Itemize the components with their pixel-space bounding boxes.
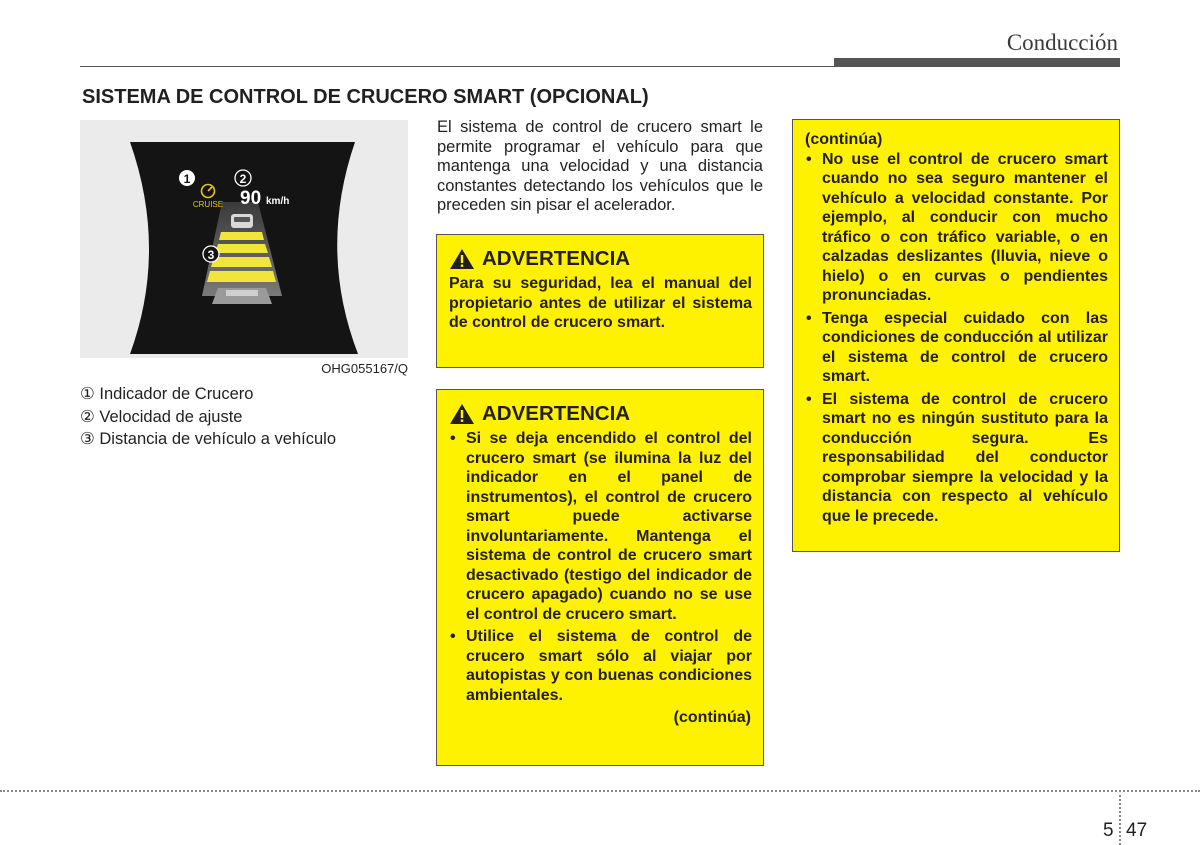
- cruise-display-figure: [80, 120, 408, 358]
- warning-box-continued: [792, 119, 1120, 552]
- svg-text:3: 3: [207, 248, 215, 262]
- section-title: SISTEMA DE CONTROL DE CRUCERO SMART (OPCIONAL): [82, 86, 649, 108]
- chapter-number: 5: [1103, 820, 1114, 841]
- intro-paragraph: El sistema de control de crucero smart le permite programar el vehículo para que mantenga una velocidad y una distancia constantes detectando los vehículos que le preceden sin pisar el acelerador.: [437, 118, 763, 214]
- warning-triangle-icon: [449, 248, 475, 270]
- marker-2: [235, 170, 251, 186]
- set-speed-value: 90: [240, 188, 262, 209]
- figure-caption: OHG055167/Q: [321, 361, 408, 376]
- legend-item-set-speed: ② Velocidad de ajuste: [80, 407, 243, 426]
- svg-text:1: 1: [183, 172, 191, 186]
- list-item: • Si se deja encendido el control del crucero smart (se ilumina la luz del indicador en el panel de instrumentos), el control de crucero smart puede activarse involuntariamente. Mantenga el sistema de control de crucero smart desactivado (testigo del indicador de crucero apagado) cuando no se use el control de crucero smart.: [449, 429, 752, 624]
- legend-item-cruise-indicator: ① Indicador de Crucero: [80, 385, 254, 403]
- footer-page-separator: [1119, 790, 1121, 845]
- cruise-display-illustration: [80, 120, 408, 358]
- warning-bullet-list: [449, 429, 752, 705]
- warning-title: ADVERTENCIA: [482, 247, 631, 270]
- header-rule-accent: [834, 58, 1120, 67]
- list-item: • Utilice el sistema de control de crucero smart sólo al viajar por autopistas y con buenas condiciones ambientales.: [449, 627, 752, 705]
- list-item: • El sistema de control de crucero smart no es ningún sustituto para la conducción segura. Es responsabilidad del conductor comprobar siempre la velocidad y la distancia con respecto al vehículo que le precede.: [805, 390, 1108, 527]
- warning-triangle-icon: [449, 403, 475, 425]
- cruise-label: CRUISE: [192, 200, 224, 209]
- page-number: 47: [1126, 820, 1148, 841]
- continued-label: (continúa): [673, 709, 751, 726]
- list-item: • No use el control de crucero smart cuando no sea seguro mantener el vehículo a velocidad constante. Por ejemplo, al conducir con mucho tráfico o con tráfico variable, o en calzadas deslizantes (lluvia, nieve o hielo) o en curvas o pendientes pronunciadas.: [805, 150, 1108, 306]
- own-vehicle-icon: [212, 288, 272, 304]
- warning-box-activation: [436, 389, 764, 766]
- footer-divider: [0, 790, 1200, 792]
- marker-3: [203, 246, 219, 262]
- warning-bullet-list: [805, 150, 1108, 527]
- warning-title: ADVERTENCIA: [482, 402, 631, 425]
- legend-item-following-distance: ③ Distancia de vehículo a vehículo: [80, 430, 337, 448]
- set-speed-unit: km/h: [266, 196, 290, 207]
- chapter-header: Conducción: [1006, 30, 1118, 55]
- marker-1: [179, 170, 195, 186]
- warning-box-manual: [436, 234, 764, 368]
- svg-text:2: 2: [239, 172, 247, 186]
- warning-text: Para su seguridad, lea el manual del propietario antes de utilizar el sistema de control de crucero smart.: [449, 275, 752, 331]
- list-item: • Tenga especial cuidado con las condiciones de conducción al utilizar el sistema de control de crucero smart.: [805, 309, 1108, 387]
- continued-label: (continúa): [805, 131, 883, 148]
- figure-legend: [80, 383, 336, 451]
- lead-vehicle-icon: [231, 214, 253, 228]
